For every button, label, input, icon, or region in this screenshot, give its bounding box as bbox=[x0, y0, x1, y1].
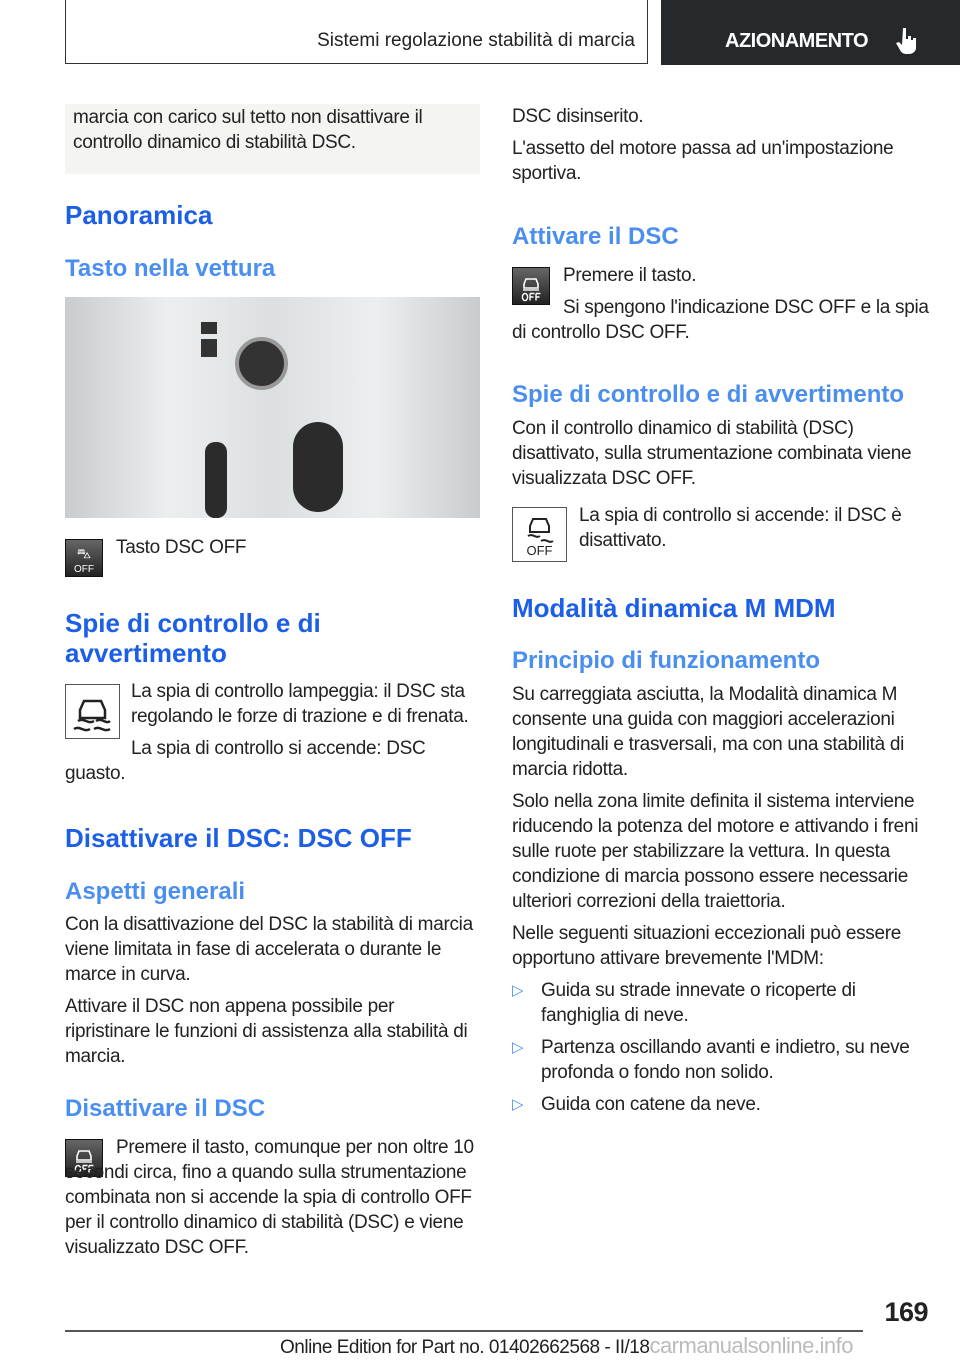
situations-list bbox=[512, 978, 932, 1117]
dsc-button bbox=[201, 339, 217, 357]
heading-aspetti: Aspetti generali bbox=[65, 878, 246, 905]
dsc-off-button-icon: ⛍ OFF bbox=[65, 539, 103, 577]
principio-p1: Su carreggiata asciutta, la Modalità dinamica M consente una guida con maggiori accelerazioni longitudinali e trasversali, ma con una stabilità di marcia ridotta. bbox=[512, 684, 905, 780]
button bbox=[201, 322, 217, 334]
aspetti-p2: Attivare il DSC non appena possibile per ripristinare le funzioni di assistenza alla stabilità di marcia. bbox=[65, 996, 468, 1067]
heading-tasto: Tasto nella vettura bbox=[65, 255, 276, 282]
handbrake-lever bbox=[205, 442, 227, 518]
spie-lamp-text: La spia di controllo si accende: il DSC è disattivato. bbox=[579, 505, 902, 551]
aspetti-text bbox=[65, 912, 483, 1069]
list-item-text: Guida con catene da neve. bbox=[541, 1094, 761, 1115]
edition-text: Online Edition for Part no. 01402662568 - II/18 bbox=[280, 1337, 650, 1358]
list-item bbox=[512, 1092, 932, 1117]
chapter-title: AZIONAMENTO bbox=[725, 30, 869, 52]
attivare-p1: Premere il tasto. bbox=[563, 265, 697, 286]
note-box bbox=[65, 104, 480, 174]
heading-spie-right: Spie di controllo e di avvertimento bbox=[512, 381, 905, 408]
right-intro bbox=[512, 104, 932, 186]
section-title: Sistemi regolazione stabilità di marcia bbox=[317, 30, 635, 51]
principio-p3: Nelle seguenti situazioni eccezionali può essere opportuno attivare brevemente l'MDM: bbox=[512, 923, 902, 969]
principio-p2: Solo nella zona limite definita il sistema interviene riducendo la potenza del motore e attivando i freni sulle ruote per stabilizzare la vettura. In questa condizione di marcia possono essere necessarie ulteriori correzioni della traiettoria. bbox=[512, 791, 919, 912]
idrive-controller bbox=[293, 422, 343, 512]
right-p2: L'assetto del motore passa ad un'impostazione sportiva. bbox=[512, 138, 894, 184]
spie-right-text: Con il controllo dinamico di stabilità (DSC) disattivato, sulla strumentazione combinata viene visualizzata DSC OFF. bbox=[512, 418, 912, 489]
heading-attivare: Attivare il DSC bbox=[512, 223, 679, 250]
dsc-off-lamp-icon bbox=[512, 507, 567, 562]
watermark: carmanualsonline.info bbox=[649, 1333, 853, 1358]
spie-p2: La spia di controllo si accende: DSC guasto. bbox=[65, 738, 426, 784]
spie-p1: La spia di controllo lampeggia: il DSC sta regolando le forze di trazione e di frenata. bbox=[131, 681, 469, 727]
off-label: OFF bbox=[74, 564, 94, 575]
disattivare-text: Premere il tasto, comunque per non oltre 10 secondi circa, fino a quando sulla strumentazione combinata non si accende la spia di controllo OFF per il controllo dinamico di stabilità (DSC) e viene visualizzato DSC OFF. bbox=[65, 1137, 474, 1258]
bullet-icon: ▷ bbox=[512, 1039, 524, 1056]
hand-pointer-icon bbox=[895, 26, 919, 54]
heading-disattivare: Disattivare il DSC bbox=[65, 1095, 266, 1122]
page-number: 169 bbox=[884, 1297, 928, 1327]
heading-panoramica: Panoramica bbox=[65, 200, 213, 230]
footer-rule bbox=[65, 1330, 863, 1332]
attivare-p2: Si spengono l'indicazione DSC OFF e la spia di controllo DSC OFF. bbox=[512, 297, 929, 343]
right-p1: DSC disinserito. bbox=[512, 106, 644, 127]
list-item bbox=[512, 1035, 932, 1085]
heading-mdm: Modalità dinamica M MDM bbox=[512, 593, 836, 623]
list-item-text: Guida su strade innevate o ricoperte di fanghiglia di neve. bbox=[541, 980, 856, 1026]
principio-text bbox=[512, 682, 932, 1124]
heading-spie-left: Spie di controllo e di avvertimento bbox=[65, 608, 321, 668]
header-section-box bbox=[65, 0, 648, 64]
note-text: marcia con carico sul tetto non disattivare il controllo dinamico di stabilità DSC. bbox=[73, 107, 423, 153]
list-item-text: Partenza oscillando avanti e indietro, su neve profonda o fondo non solido. bbox=[541, 1037, 910, 1083]
bullet-icon: ▷ bbox=[512, 1096, 524, 1113]
tasto-label: Tasto DSC OFF bbox=[116, 537, 247, 558]
control-knob bbox=[235, 337, 288, 390]
bullet-icon: ▷ bbox=[512, 982, 524, 999]
off-label: OFF bbox=[526, 543, 553, 558]
aspetti-p1: Con la disattivazione del DSC la stabilità di marcia viene limitata in fase di accelerata o durante le marce in curva. bbox=[65, 914, 473, 985]
spie-text bbox=[65, 679, 483, 786]
list-item bbox=[512, 978, 932, 1028]
heading-principio: Principio di funzionamento bbox=[512, 647, 820, 674]
footer-text bbox=[280, 1334, 853, 1360]
attivare-text bbox=[512, 263, 932, 345]
car-console-image bbox=[65, 297, 480, 518]
heading-disattivare-off: Disattivare il DSC: DSC OFF bbox=[65, 823, 412, 853]
chapter-tab[interactable] bbox=[661, 0, 960, 65]
